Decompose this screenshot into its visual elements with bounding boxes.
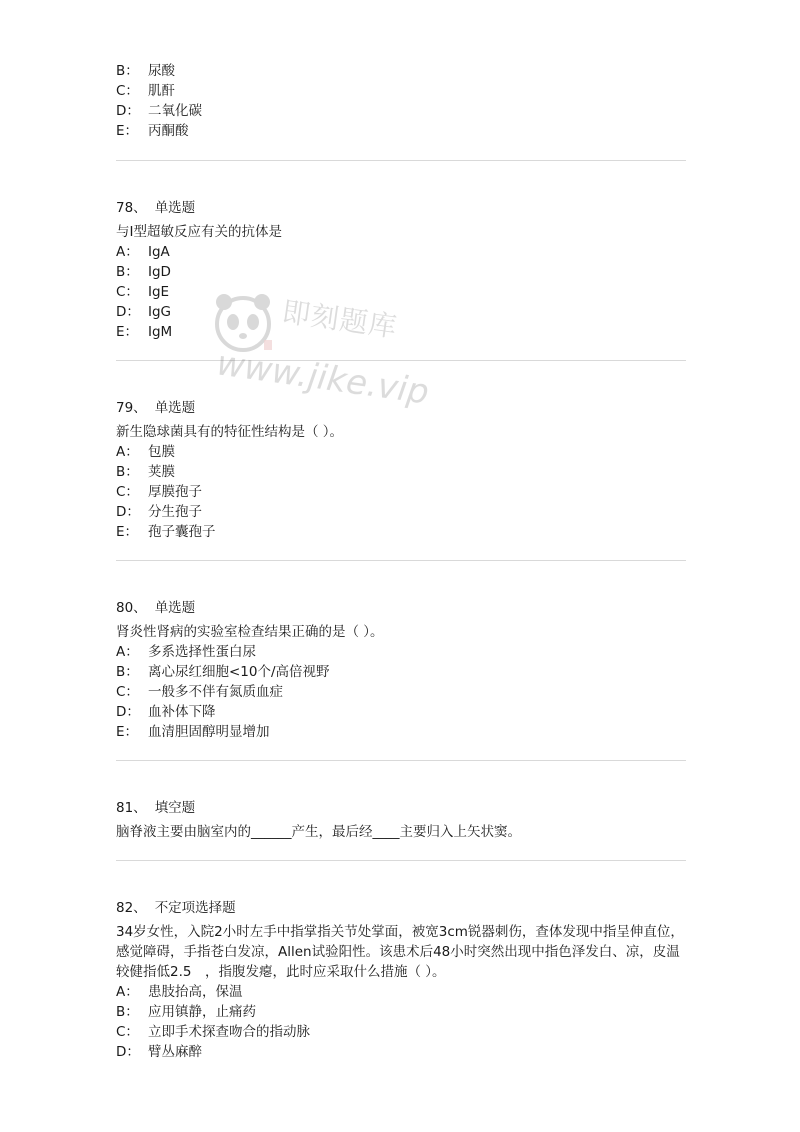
- question-stem: 与I型超敏反应有关的抗体是: [116, 224, 282, 240]
- option-label: D：: [116, 504, 140, 520]
- option-e: [116, 722, 686, 742]
- option-label: D：: [116, 304, 140, 320]
- option-text: 一般多不伴有氮质血症: [148, 684, 283, 700]
- option-b: [116, 1002, 686, 1022]
- question-header: [116, 598, 686, 618]
- option-text: 分生孢子: [148, 504, 202, 520]
- option-text: 离心尿红细胞<10个/高倍视野: [148, 664, 330, 680]
- question-type: 单选题: [154, 200, 196, 216]
- option-label: A：: [116, 984, 139, 1000]
- option-a: [116, 642, 686, 662]
- option-text: 肌酐: [148, 83, 175, 99]
- question-stem: 肾炎性肾病的实验室检查结果正确的是（ ）。: [116, 624, 384, 640]
- question-header: [116, 898, 686, 918]
- option-label: A：: [116, 244, 139, 260]
- option-label: E：: [116, 724, 139, 740]
- question-type: 填空题: [154, 800, 196, 816]
- option-a: [116, 982, 686, 1002]
- question-82: [116, 898, 686, 1062]
- option-text: IgA: [148, 244, 170, 260]
- watermark-url: www.jike.vip: [214, 343, 432, 413]
- option-text: 丙酮酸: [148, 123, 189, 139]
- question-number: 78、: [116, 200, 147, 216]
- separator: [116, 560, 686, 561]
- question-stem: 新生隐球菌具有的特征性结构是（ ）。: [116, 424, 344, 440]
- question-type: 单选题: [154, 400, 196, 416]
- option-label: C：: [116, 83, 139, 99]
- option-text: 血补体下降: [148, 704, 216, 720]
- watermark-brand: 即刻题库: [280, 295, 400, 344]
- question-header: [116, 398, 686, 418]
- separator: [116, 360, 686, 361]
- option-b: [116, 61, 686, 81]
- option-label: E：: [116, 324, 139, 340]
- option-text: 荚膜: [148, 464, 175, 480]
- option-d: [116, 101, 686, 121]
- option-text: 血清胆固醇明显增加: [148, 724, 270, 740]
- option-label: A：: [116, 644, 139, 660]
- option-label: D：: [116, 1044, 140, 1060]
- option-e: [116, 522, 686, 542]
- option-label: B：: [116, 464, 139, 480]
- question-80: [116, 598, 686, 742]
- separator: [116, 860, 686, 861]
- option-text: 厚膜孢子: [148, 484, 202, 500]
- option-d: [116, 1042, 686, 1062]
- option-text: 臂丛麻醉: [148, 1044, 202, 1060]
- option-e: [116, 121, 686, 141]
- option-e: [116, 322, 686, 342]
- question-header: [116, 798, 686, 818]
- option-label: D：: [116, 704, 140, 720]
- question-78: [116, 198, 686, 342]
- question-stem: 34岁女性，入院2小时左手中指掌指关节处掌面，被宽3cm锐器刺伤，查体发现中指呈伸直位，感觉障碍，手指苍白发凉，Allen试验阳性。该患术后48小时突然出现中指色泽发白、凉，皮温较健指低2.5 ，指腹发瘪，此时应采取什么措施（ ）。: [116, 924, 684, 980]
- option-text: 包膜: [148, 444, 175, 460]
- question-number: 79、: [116, 400, 147, 416]
- option-c: [116, 482, 686, 502]
- option-text: 立即手术探查吻合的指动脉: [148, 1024, 310, 1040]
- option-c: [116, 81, 686, 101]
- option-label: C：: [116, 284, 139, 300]
- option-a: [116, 442, 686, 462]
- option-label: B：: [116, 1004, 139, 1020]
- question-stem: 脑脊液主要由脑室内的______产生，最后经____主要归入上矢状窦。: [116, 824, 521, 840]
- question-type: 不定项选择题: [154, 900, 236, 916]
- option-c: [116, 282, 686, 302]
- question-81: [116, 798, 686, 842]
- option-text: IgG: [148, 304, 172, 320]
- option-text: IgM: [148, 324, 173, 340]
- option-b: [116, 462, 686, 482]
- option-text: IgD: [148, 264, 171, 280]
- option-text: 二氧化碳: [148, 103, 202, 119]
- option-label: E：: [116, 123, 139, 139]
- question-type: 单选题: [154, 600, 196, 616]
- option-text: 尿酸: [148, 63, 175, 79]
- option-label: A：: [116, 444, 139, 460]
- option-c: [116, 682, 686, 702]
- question-number: 80、: [116, 600, 147, 616]
- separator: [116, 160, 686, 161]
- option-d: [116, 502, 686, 522]
- option-c: [116, 1022, 686, 1042]
- option-label: C：: [116, 484, 139, 500]
- option-a: [116, 242, 686, 262]
- option-label: B：: [116, 63, 139, 79]
- question-number: 82、: [116, 900, 147, 916]
- option-text: IgE: [148, 284, 170, 300]
- option-text: 患肢抬高，保温: [148, 984, 243, 1000]
- option-text: 应用镇静，止痛药: [148, 1004, 256, 1020]
- question-77-options: [116, 61, 686, 141]
- option-text: 孢子囊孢子: [148, 524, 216, 540]
- option-d: [116, 702, 686, 722]
- option-text: 多系选择性蛋白尿: [148, 644, 256, 660]
- option-label: B：: [116, 664, 139, 680]
- question-header: [116, 198, 686, 218]
- option-label: D：: [116, 103, 140, 119]
- option-b: [116, 262, 686, 282]
- option-label: B：: [116, 264, 139, 280]
- option-label: C：: [116, 1024, 139, 1040]
- question-79: [116, 398, 686, 542]
- question-number: 81、: [116, 800, 147, 816]
- option-label: C：: [116, 684, 139, 700]
- option-d: [116, 302, 686, 322]
- option-label: E：: [116, 524, 139, 540]
- separator: [116, 760, 686, 761]
- option-b: [116, 662, 686, 682]
